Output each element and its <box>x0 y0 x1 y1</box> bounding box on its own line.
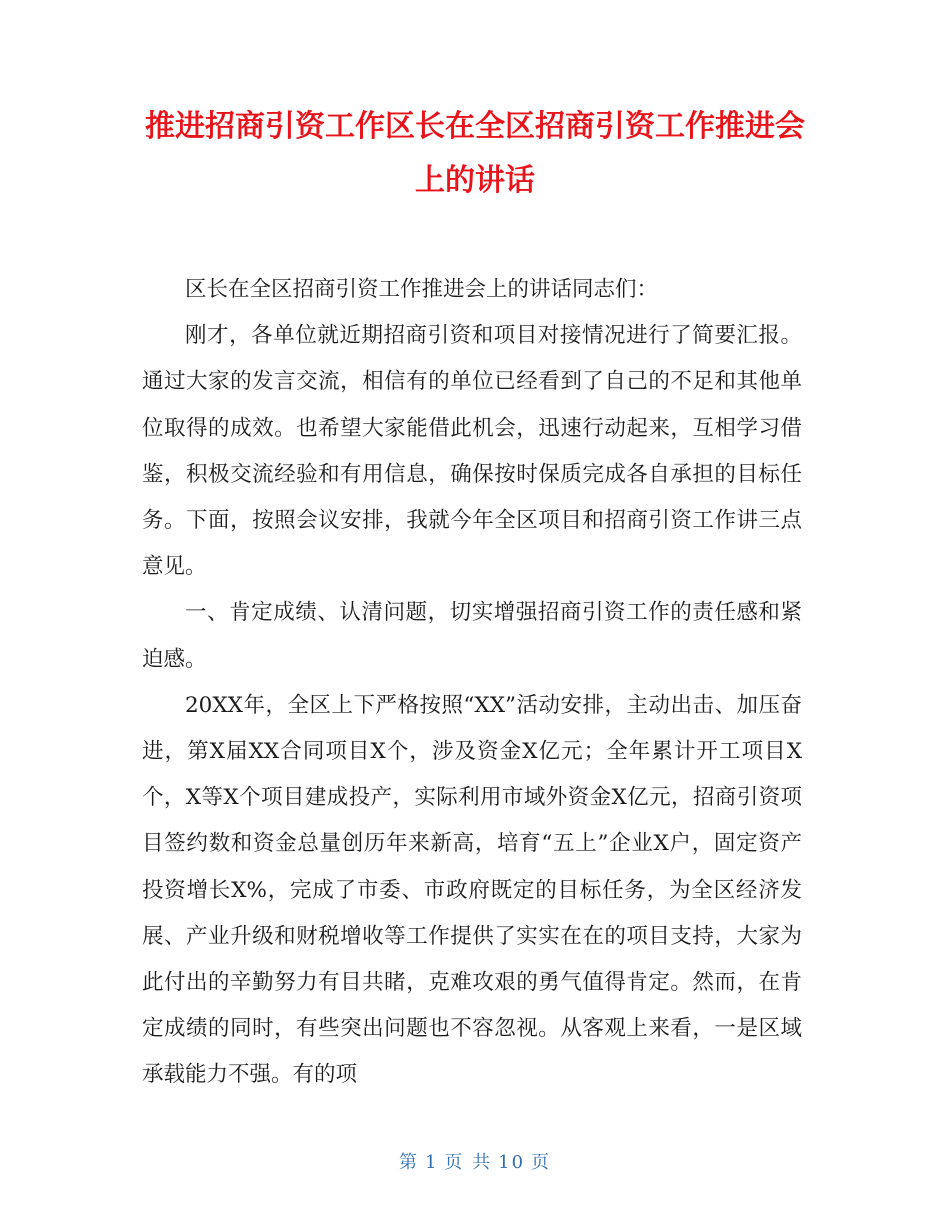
footer-current-page: 1 <box>424 1152 439 1173</box>
paragraph-section-heading: 一、肯定成绩、认清问题，切实增强招商引资工作的责任感和紧迫感。 <box>142 600 802 672</box>
paragraph-intro: 刚才，各单位就近期招商引资和项目对接情况进行了简要汇报。通过大家的发言交流，相信有的单位已经看到了自己的不足和其他单位取得的成效。也希望大家能借此机会，迅速行动起来，互相学习借鉴，积极交流经验和有用信息，确保按时保质完成各自承担的目标任务。下面，按照会议安排，我就今年全区项目和招商引资工作讲三点意见。 <box>142 323 802 580</box>
paragraph-salutation: 区长在全区招商引资工作推进会上的讲话同志们： <box>185 277 659 302</box>
page-footer <box>0 1148 950 1174</box>
document-body <box>142 267 802 1099</box>
footer-total-pages: 10 <box>498 1152 526 1173</box>
document-title: 推进招商引资工作区长在全区招商引资工作推进会上的讲话 <box>145 109 805 198</box>
footer-suffix: 页 <box>531 1152 552 1173</box>
footer-middle: 页 共 <box>444 1152 493 1173</box>
footer-prefix: 第 <box>398 1152 419 1173</box>
paragraph-achievements: 20XX年，全区上下严格按照“XX”活动安排，主动出击、加压奋进，第X届XX合同项目X个，涉及资金X亿元；全年累计开工项目X个，X等X个项目建成投产，实际利用市域外资金X亿元，招商引资项目签约数和资金总量创历年来新高，培育“五上”企业X户，固定资产投资增长X%，完成了市委、市政府既定的目标任务，为全区经济发展、产业升级和财税增收等工作提供了实实在在的项目支持，大家为此付出的辛勤努力有目共睹，克难攻艰的勇气值得肯定。然而，在肯定成绩的同时，有些突出问题也不容忽视。从客观上来看，一是区域承载能力不强。有的项 <box>142 692 802 1088</box>
